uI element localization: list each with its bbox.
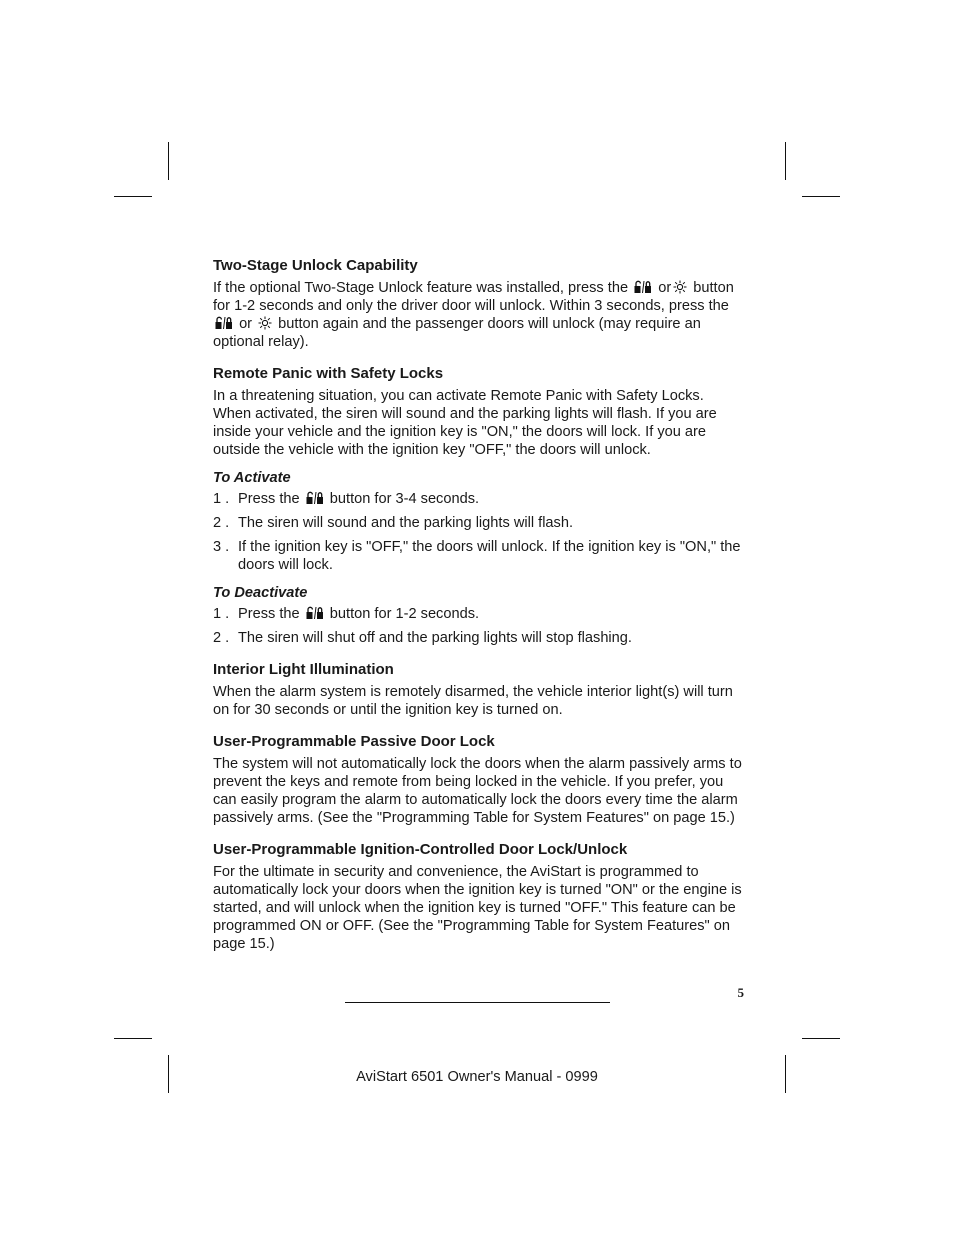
list-item bbox=[213, 538, 743, 574]
activate-steps bbox=[213, 490, 743, 574]
list-item bbox=[213, 629, 743, 647]
section-heading: User-Programmable Ignition-Controlled Door Lock/Unlock bbox=[213, 841, 628, 858]
deactivate-steps bbox=[213, 605, 743, 647]
subheading-deactivate: To Deactivate bbox=[213, 585, 308, 601]
page-number: 5 bbox=[737, 985, 744, 1000]
body-text: or bbox=[658, 280, 672, 296]
step-text: The siren will sound and the parking lights will flash. bbox=[238, 515, 574, 531]
subheading-activate: To Activate bbox=[213, 470, 291, 486]
section-body: In a threatening situation, you can activate Remote Panic with Safety Locks. When activated, the siren will sound and the parking lights will flash. If you are inside your vehicle and the ignition key is "ON," the doors will lock. If you are outside the vehicle with the ignition key "OFF," the doors will unlock. bbox=[213, 388, 717, 458]
section-body: When the alarm system is remotely disarmed, the vehicle interior light(s) will turn on for 30 seconds or until the ignition key is turned on. bbox=[213, 684, 733, 718]
section-body: For the ultimate in security and convenience, the AviStart is programmed to automatically lock your doors when the ignition key is turned "ON" or the engine is started, and will unlock when the ignition key is turned "OFF." This feature can be programmed ON or OFF. (See the "Programming Table for System Features" on page 15.) bbox=[213, 864, 742, 952]
section-interior-light bbox=[213, 660, 743, 719]
lock-unlock-icon bbox=[306, 606, 324, 620]
section-body: The system will not automatically lock the doors when the alarm passively arms to prevent the keys and remote from being locked in the vehicle. If you prefer, you can easily program the alarm to automatically lock the doors every time the alarm passively arms. (See the "Programming Table for System Features" on page 15.) bbox=[213, 756, 742, 826]
lock-unlock-icon bbox=[634, 280, 652, 294]
step-number: 2 . bbox=[213, 630, 230, 646]
step-number: 1 . bbox=[213, 606, 230, 622]
crop-mark bbox=[785, 142, 786, 180]
crop-mark bbox=[802, 1038, 840, 1039]
footer-rule bbox=[345, 1002, 610, 1003]
sun-burst-icon bbox=[673, 280, 687, 294]
list-item bbox=[213, 605, 743, 623]
step-text: Press the button for 1-2 seconds. bbox=[238, 606, 480, 622]
section-passive-door-lock bbox=[213, 732, 743, 827]
footer-title: AviStart 6501 Owner's Manual - 0999 bbox=[356, 1069, 598, 1085]
lock-unlock-icon bbox=[215, 316, 233, 330]
crop-mark bbox=[114, 1038, 152, 1039]
section-heading: Two-Stage Unlock Capability bbox=[213, 257, 418, 274]
section-ignition-door-lock bbox=[213, 840, 743, 953]
section-remote-panic bbox=[213, 364, 743, 647]
body-text: or bbox=[239, 316, 253, 332]
section-heading: Interior Light Illumination bbox=[213, 661, 394, 678]
step-number: 3 . bbox=[213, 539, 230, 555]
body-text: button again and the passenger doors will unlock (may require an optional relay). bbox=[213, 316, 701, 350]
section-heading: Remote Panic with Safety Locks bbox=[213, 365, 444, 382]
lock-unlock-icon bbox=[306, 491, 324, 505]
section-heading: User-Programmable Passive Door Lock bbox=[213, 733, 495, 750]
body-text: button for 1-2 seconds and only the driver door will unlock. Within 3 seconds, press the bbox=[213, 280, 734, 314]
sun-burst-icon bbox=[258, 316, 272, 330]
section-body bbox=[213, 279, 743, 351]
step-text: Press the button for 3-4 seconds. bbox=[238, 491, 480, 507]
list-item bbox=[213, 514, 743, 532]
step-number: 1 . bbox=[213, 491, 230, 507]
step-number: 2 . bbox=[213, 515, 230, 531]
section-two-stage-unlock bbox=[213, 256, 743, 351]
crop-mark bbox=[168, 142, 169, 180]
step-text: If the ignition key is "OFF," the doors will unlock. If the ignition key is "ON," the doors will lock. bbox=[238, 539, 741, 573]
step-text: The siren will shut off and the parking lights will stop flashing. bbox=[238, 630, 632, 646]
crop-mark bbox=[114, 196, 152, 197]
crop-mark bbox=[802, 196, 840, 197]
page-content bbox=[213, 256, 743, 966]
body-text: If the optional Two-Stage Unlock feature was installed, press the bbox=[213, 280, 629, 296]
list-item bbox=[213, 490, 743, 508]
